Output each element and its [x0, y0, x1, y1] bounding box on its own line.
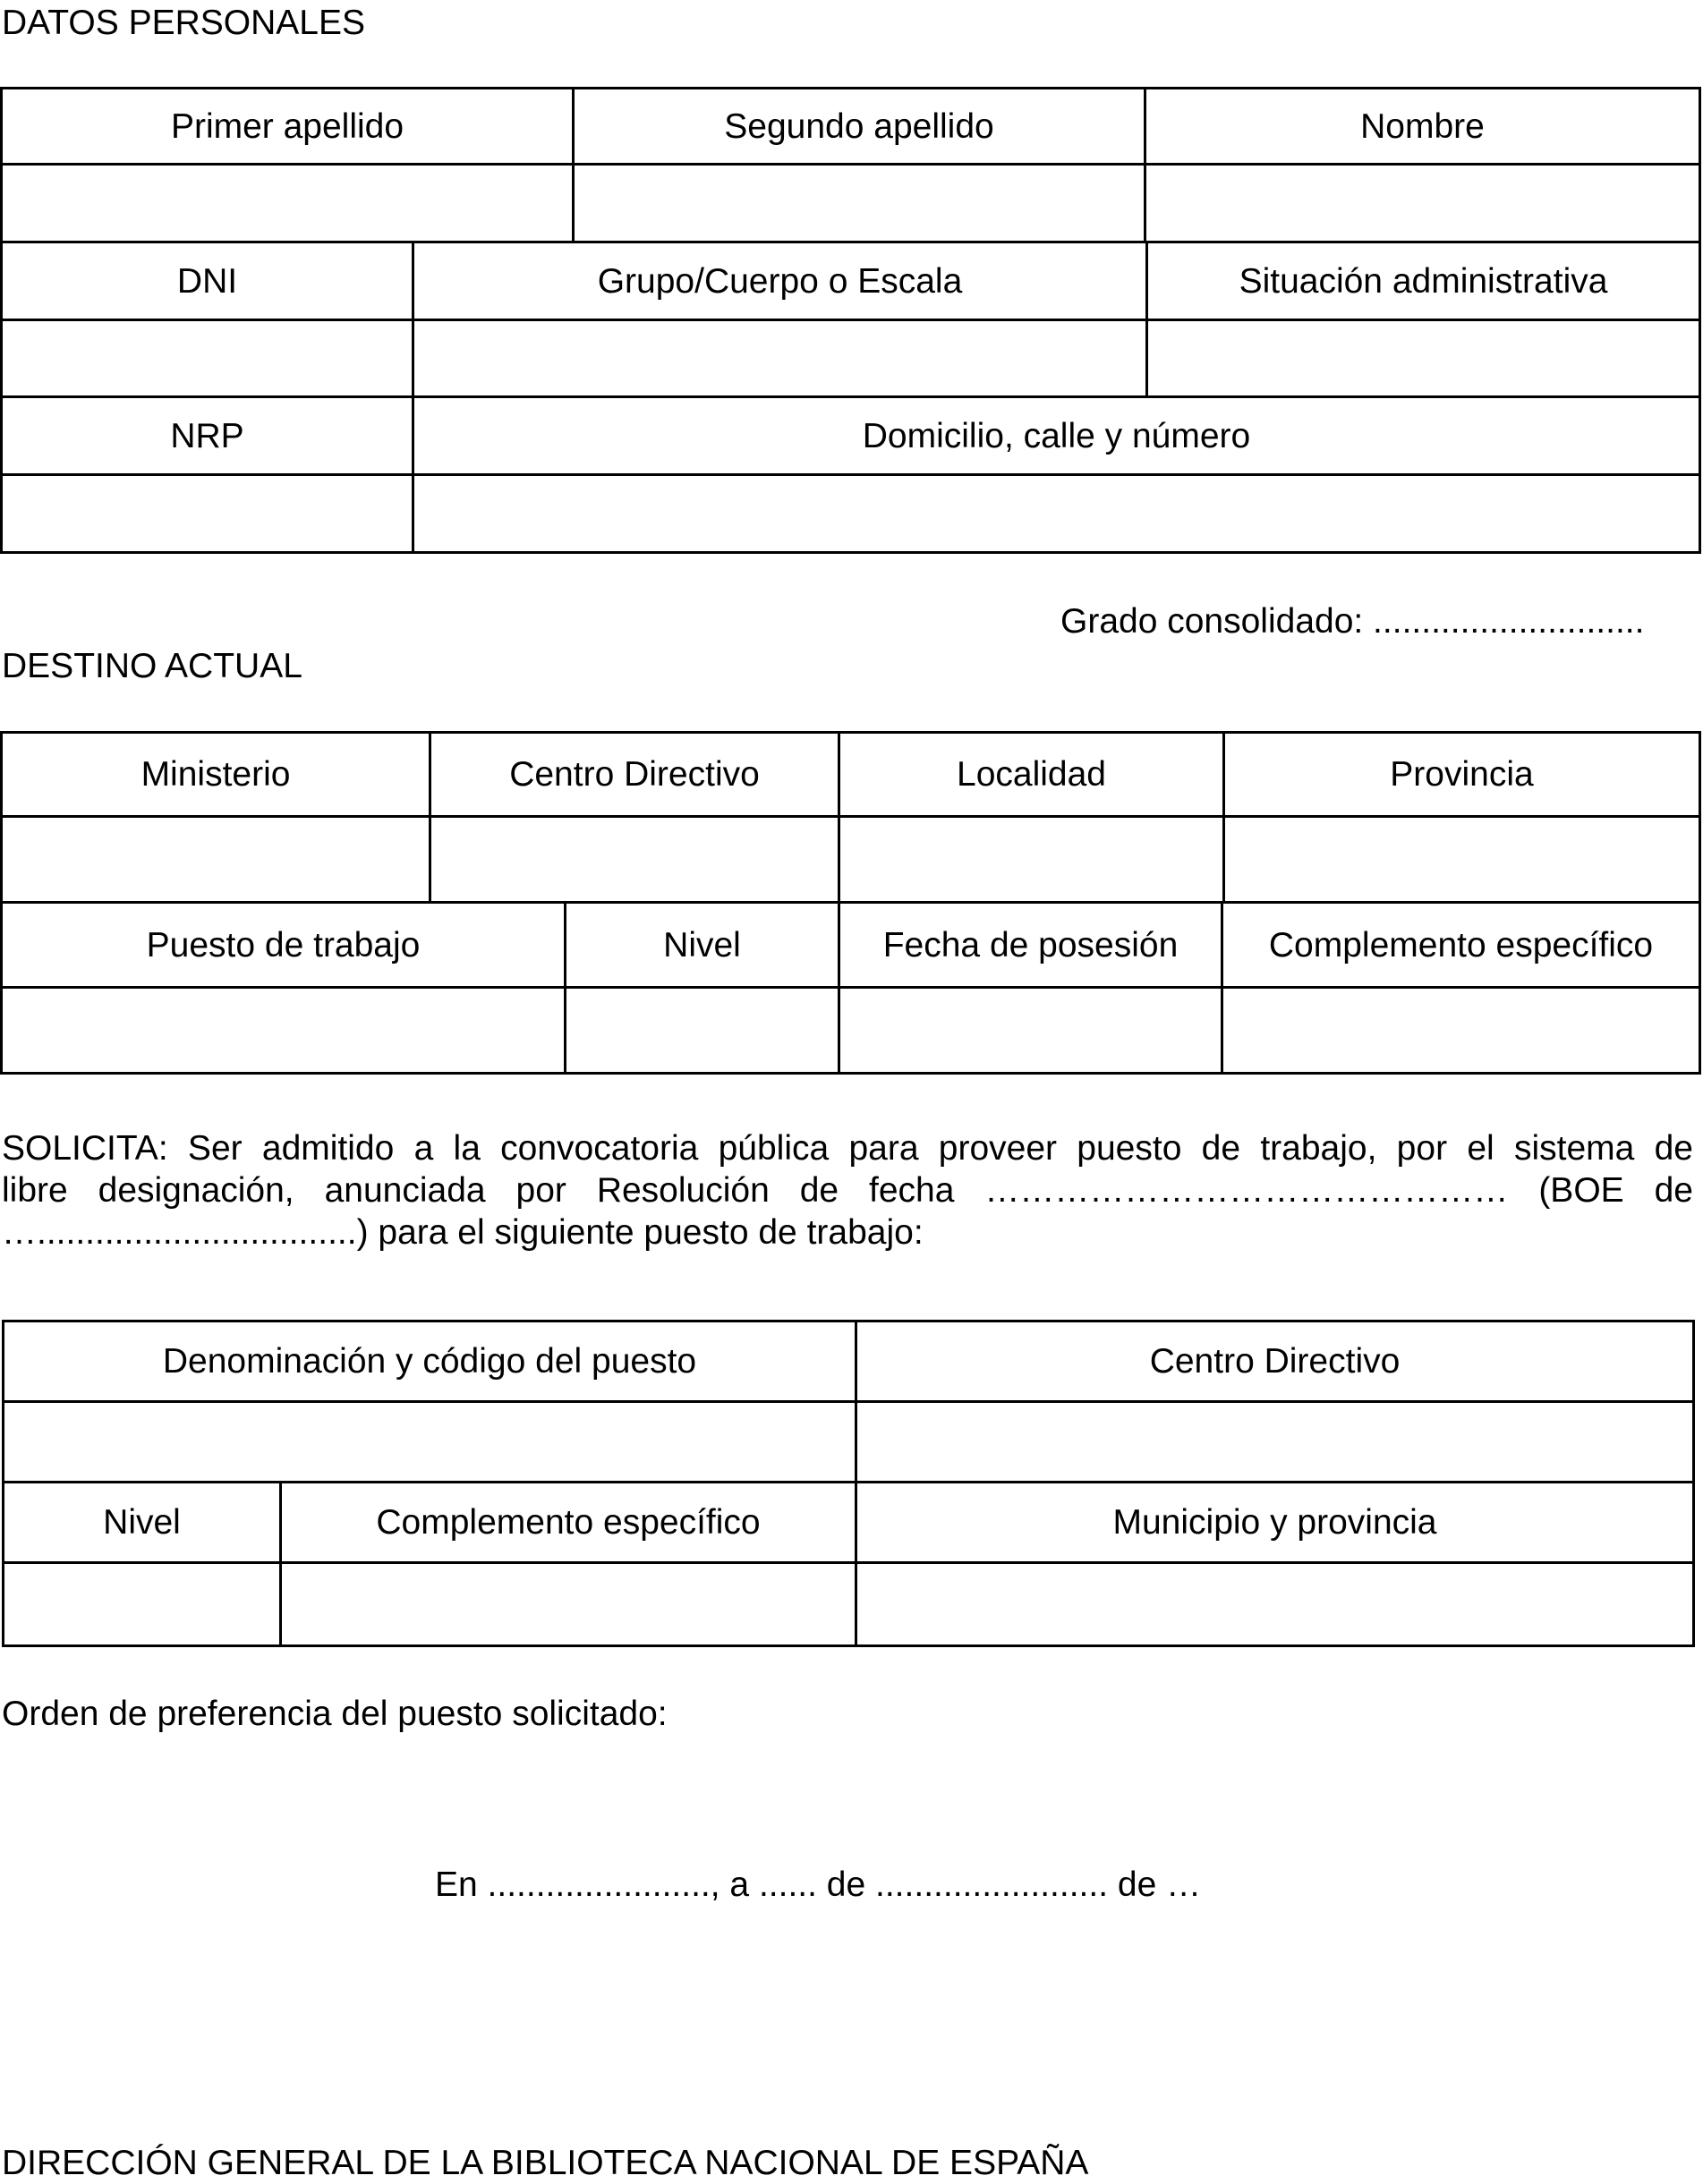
field-nrp[interactable]: [0, 473, 414, 554]
header-dni: DNI: [0, 241, 414, 321]
field-segundo-apellido[interactable]: [572, 163, 1146, 243]
field-centro-directivo[interactable]: [429, 815, 840, 904]
field-complemento-especifico[interactable]: [1221, 986, 1701, 1075]
header-provincia: Provincia: [1222, 731, 1701, 818]
field-ministerio[interactable]: [0, 815, 431, 904]
section-title-personal: DATOS PERSONALES: [2, 4, 366, 42]
header-primer-apellido: Primer apellido: [0, 87, 575, 166]
header-centro-directivo: Centro Directivo: [429, 731, 840, 818]
header-complemento-especifico: Complemento específico: [1221, 901, 1701, 989]
header-fecha-posesion: Fecha de posesión: [838, 901, 1223, 989]
header-nombre: Nombre: [1144, 87, 1701, 166]
solicita-paragraph: [2, 1127, 1693, 1253]
field-situacion-administrativa[interactable]: [1145, 319, 1701, 398]
field-localidad[interactable]: [838, 815, 1225, 904]
footer-direccion-general: DIRECCIÓN GENERAL DE LA BIBLIOTECA NACIONAL DE ESPAÑA: [2, 2144, 1089, 2182]
field-domicilio[interactable]: [412, 473, 1701, 554]
lugar-fecha: En ......................., a ...... de ........................ de …: [435, 1865, 1202, 1904]
field-puesto-de-trabajo[interactable]: [0, 986, 566, 1075]
field-fecha-posesion[interactable]: [838, 986, 1223, 1075]
header-denominacion-codigo: Denominación y código del puesto: [2, 1320, 857, 1403]
header-segundo-apellido: Segundo apellido: [572, 87, 1146, 166]
solicita-line-1: SOLICITA: Ser admitido a la convocatoria pública para proveer puesto de trabajo, por el sistema de: [2, 1129, 1693, 1168]
grado-consolidado: Grado consolidado: ............................: [1060, 602, 1645, 641]
field-dni[interactable]: [0, 319, 414, 398]
field-complemento-solicitado[interactable]: [279, 1561, 857, 1647]
header-puesto-de-trabajo: Puesto de trabajo: [0, 901, 566, 989]
header-nivel: Nivel: [564, 901, 840, 989]
field-nombre[interactable]: [1144, 163, 1701, 243]
header-nivel-solicitado: Nivel: [2, 1481, 282, 1564]
field-provincia[interactable]: [1222, 815, 1701, 904]
field-nivel-solicitado[interactable]: [2, 1561, 282, 1647]
solicita-line-3: ….................................) para el siguiente puesto de trabajo:: [2, 1213, 924, 1252]
field-primer-apellido[interactable]: [0, 163, 575, 243]
field-grupo-cuerpo-escala[interactable]: [412, 319, 1148, 398]
header-complemento-solicitado: Complemento específico: [279, 1481, 857, 1564]
header-situacion-administrativa: Situación administrativa: [1145, 241, 1701, 321]
field-municipio-provincia[interactable]: [855, 1561, 1695, 1647]
field-centro-directivo-solicitado[interactable]: [855, 1400, 1695, 1483]
section-title-current: DESTINO ACTUAL: [2, 647, 302, 685]
solicita-line-2: libre designación, anunciada por Resolución de fecha ……………………………………… (BOE de: [2, 1171, 1693, 1210]
header-nrp: NRP: [0, 395, 414, 476]
field-nivel[interactable]: [564, 986, 840, 1075]
header-grupo-cuerpo-escala: Grupo/Cuerpo o Escala: [412, 241, 1148, 321]
field-denominacion-codigo[interactable]: [2, 1400, 857, 1483]
header-localidad: Localidad: [838, 731, 1225, 818]
header-municipio-provincia: Municipio y provincia: [855, 1481, 1695, 1564]
orden-preferencia: Orden de preferencia del puesto solicitado:: [2, 1695, 668, 1733]
header-ministerio: Ministerio: [0, 731, 431, 818]
header-domicilio: Domicilio, calle y número: [412, 395, 1701, 476]
header-centro-directivo-solicitado: Centro Directivo: [855, 1320, 1695, 1403]
